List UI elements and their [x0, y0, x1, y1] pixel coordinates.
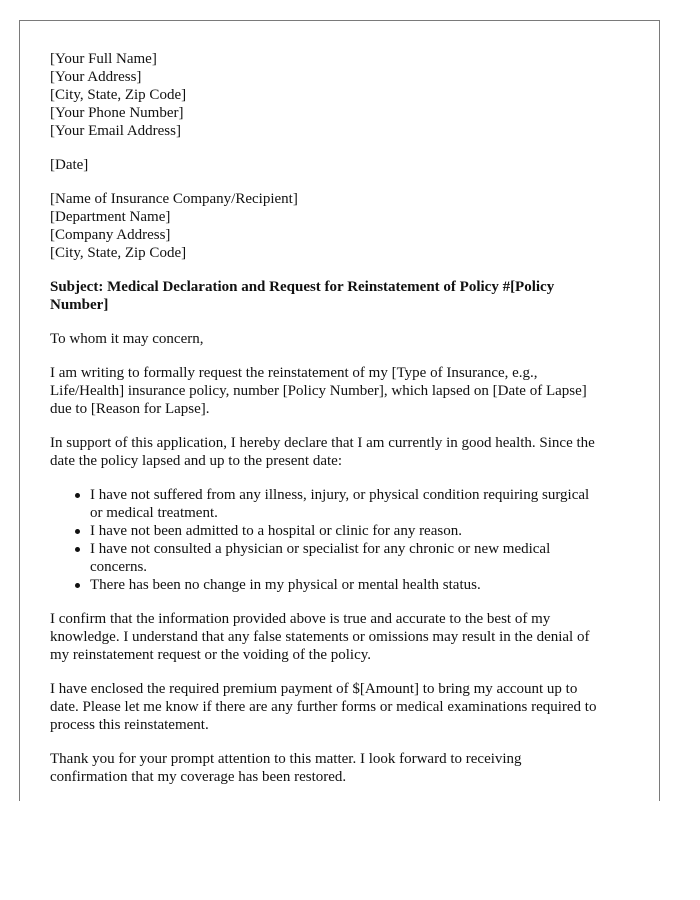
payment-paragraph [50, 680, 640, 734]
sender-phone: [Your Phone Number] [50, 105, 184, 121]
paragraph-line: Thank you for your prompt attention to this matter. I look forward to receiving [50, 751, 522, 767]
declaration-line: There has been no change in my physical or mental health status. [90, 577, 481, 593]
paragraph-line: I confirm that the information provided above is true and accurate to the best of my [50, 611, 551, 627]
subject-line-2: Number] [50, 297, 109, 313]
closing-paragraph [50, 750, 640, 786]
paragraph-line: process this reinstatement. [50, 717, 209, 733]
salutation [50, 330, 640, 348]
bullet-icon [75, 547, 80, 552]
paragraph-line: due to [Reason for Lapse]. [50, 401, 210, 417]
subject-line-1: Subject: Medical Declaration and Request for Reinstatement of Policy #[Policy [50, 279, 555, 295]
recipient-address-block [50, 190, 640, 262]
sender-address-block [50, 50, 640, 140]
subject-line [50, 278, 640, 314]
date-block [50, 156, 640, 174]
declaration-item [90, 576, 640, 594]
salutation-text: To whom it may concern, [50, 331, 204, 347]
recipient-department: [Department Name] [50, 209, 171, 225]
paragraph-line: date the policy lapsed and up to the present date: [50, 453, 342, 469]
paragraph-line: confirmation that my coverage has been restored. [50, 769, 347, 785]
declaration-line: I have not suffered from any illness, injury, or physical condition requiring surgical [90, 487, 590, 503]
sender-city-state-zip: [City, State, Zip Code] [50, 87, 187, 103]
bullet-icon [75, 583, 80, 588]
paragraph-line: In support of this application, I hereby declare that I am currently in good health. Since the [50, 435, 595, 451]
declaration-line: concerns. [90, 559, 148, 575]
letter-page [19, 20, 660, 801]
paragraph-line: I am writing to formally request the reinstatement of my [Type of Insurance, e.g., [50, 365, 538, 381]
sender-email: [Your Email Address] [50, 123, 181, 139]
declaration-item [90, 522, 640, 540]
declaration-item [90, 486, 640, 522]
letter-body [50, 50, 640, 802]
paragraph-line: knowledge. I understand that any false statements or omissions may result in the denial of [50, 629, 590, 645]
health-declaration-paragraph [50, 434, 640, 470]
paragraph-line: I have enclosed the required premium payment of $[Amount] to bring my account up to [50, 681, 578, 697]
bullet-icon [75, 529, 80, 534]
paragraph-line: date. Please let me know if there are any further forms or medical examinations required to [50, 699, 597, 715]
bullet-icon [75, 493, 80, 498]
reinstatement-request-paragraph [50, 364, 640, 418]
accuracy-confirmation-paragraph [50, 610, 640, 664]
sender-address: [Your Address] [50, 69, 142, 85]
declaration-line: I have not consulted a physician or specialist for any chronic or new medical [90, 541, 551, 557]
declaration-list [50, 486, 640, 594]
paragraph-line: Life/Health] insurance policy, number [Policy Number], which lapsed on [Date of Lapse] [50, 383, 587, 399]
recipient-city-state-zip: [City, State, Zip Code] [50, 245, 187, 261]
recipient-company: [Name of Insurance Company/Recipient] [50, 191, 298, 207]
declaration-line: or medical treatment. [90, 505, 218, 521]
recipient-address: [Company Address] [50, 227, 171, 243]
sender-name: [Your Full Name] [50, 51, 157, 67]
declaration-item [90, 540, 640, 576]
letter-date: [Date] [50, 157, 89, 173]
declaration-line: I have not been admitted to a hospital or clinic for any reason. [90, 523, 462, 539]
paragraph-line: my reinstatement request or the voiding of the policy. [50, 647, 372, 663]
